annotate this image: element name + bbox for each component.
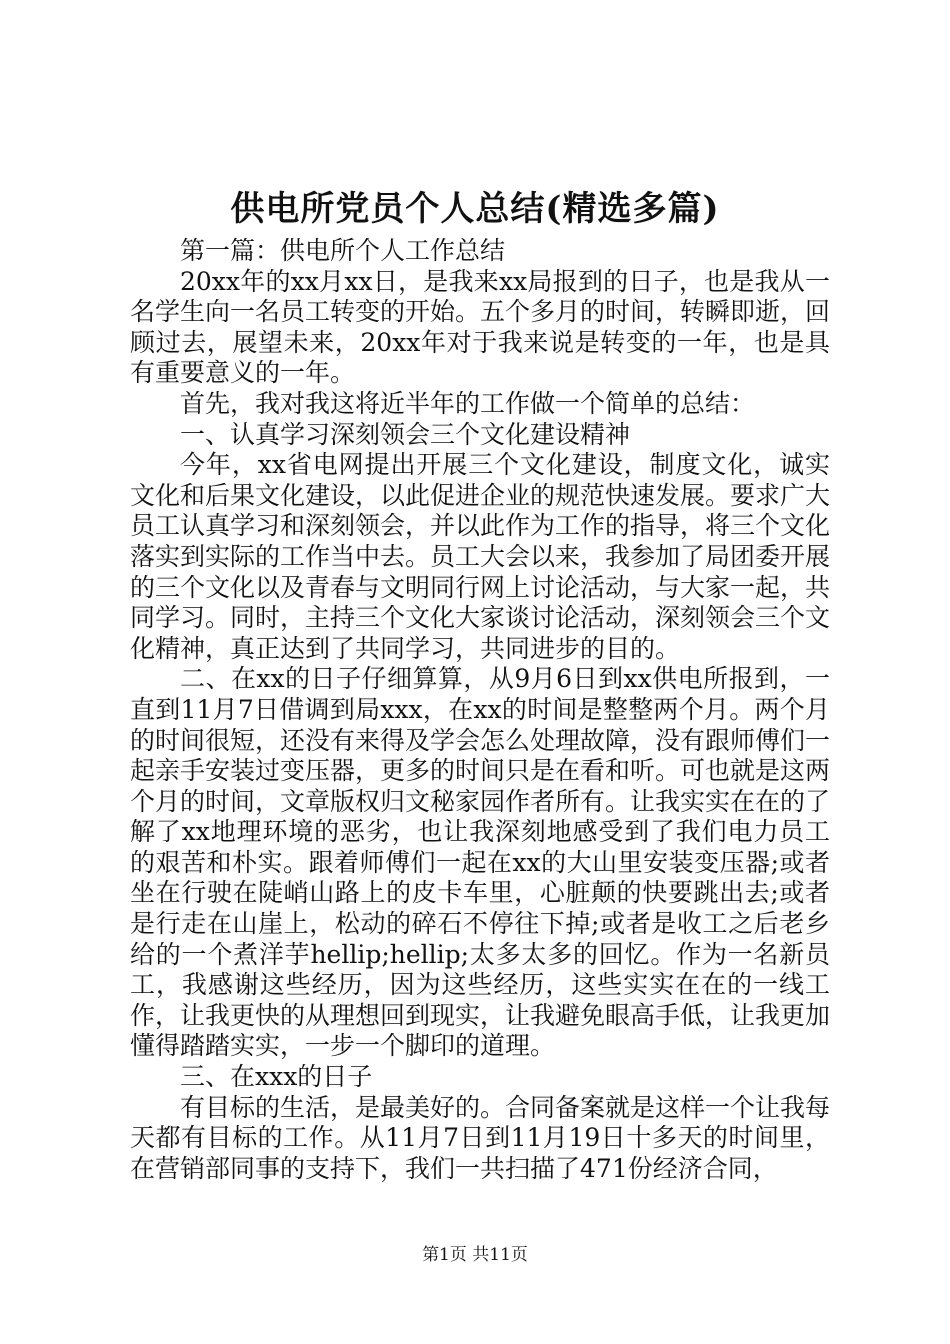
section-heading-one: 一、认真学习深刻领会三个文化建设精神 <box>180 419 631 449</box>
paragraph-summary-lead: 首先，我对我这将近半年的工作做一个简单的总结： <box>180 388 756 418</box>
page-number-footer: 第1页 共11页 <box>422 1245 528 1265</box>
paragraph-days-in-xx: 二、在xx的日子仔细算算，从9月6日到xx供电所报到，一直到11月7日借调到局xxx，在xx的时间是整整两个月。两个月的时间很短，还没有来得及学会怎么处理故障，没有跟师傅们一起亲手安装过变压器，更多的时间只是在看和听。可也就是这两个月的时间，文章版权归文秘家园作者所有。让我实实在在的了解了xx地理环境的恶劣，也让我深刻地感受到了我们电力员工的艰苦和朴实。跟着师傅们一起在xx的大山里安装变压器;或者坐在行驶在陡峭山路上的皮卡车里，心脏颠的快要跳出去;或者是行走在山崖上，松动的碎石不停往下掉;或者是收工之后老乡给的一个煮洋芋hellip;hellip;太多太多的回忆。作为一名新员工，我感谢这些经历，因为这些经历，这些实实在在的一线工作，让我更快的从理想回到现实，让我避免眼高手低，让我更加懂得踏踏实实，一步一个脚印的道理。 <box>130 664 831 1061</box>
paragraph-contract-filing: 有目标的生活，是最美好的。合同备案就是这样一个让我每天都有目标的工作。从11月7日到11月19日十多天的时间里，在营销部同事的支持下，我们一共扫描了471份经济合同， <box>130 1092 831 1183</box>
paragraph-intro: 20xx年的xx月xx日，是我来xx局报到的日子，也是我从一名学生向一名员工转变的开始。五个多月的时间，转瞬即逝，回顾过去，展望未来，20xx年对于我来说是转变的一年，也是具有重要意义的一年。 <box>130 266 831 388</box>
section-heading-three: 三、在xxx的日子 <box>180 1062 373 1092</box>
section-heading-part-one: 第一篇：供电所个人工作总结 <box>180 236 506 265</box>
document-title: 供电所党员个人总结(精选多篇) <box>230 189 720 229</box>
paragraph-culture-building: 今年，xx省电网提出开展三个文化建设，制度文化，诚实文化和后果文化建设，以此促进企业的规范快速发展。要求广大员工认真学习和深刻领会，并以此作为工作的指导，将三个文化落实到实际的工作当中去。员工大会以来，我参加了局团委开展的三个文化以及青春与文明同行网上讨论活动，与大家一起，共同学习。同时，主持三个文化大家谈讨论活动，深刻领会三个文化精神，真正达到了共同学习，共同进步的目的。 <box>130 450 831 663</box>
document-body <box>130 236 830 1184</box>
